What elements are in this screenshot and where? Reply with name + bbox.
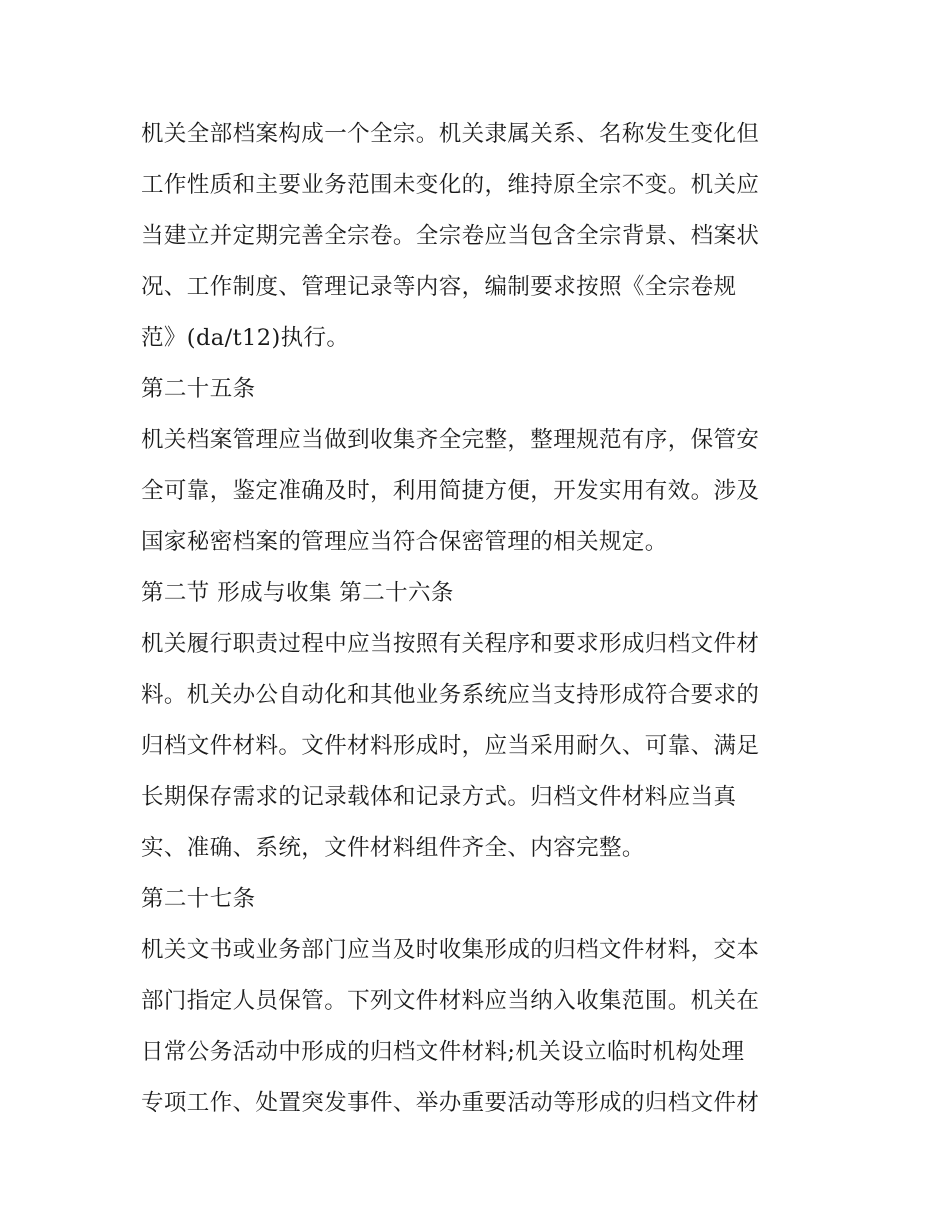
article-heading: 第二十七条 <box>141 886 256 912</box>
text-line: 机关全部档案构成一个全宗。机关隶属关系、名称发生变化但 <box>141 121 760 147</box>
text-line: 工作性质和主要业务范围未变化的，维持原全宗不变。机关应 <box>141 172 760 198</box>
text-line: 机关文书或业务部门应当及时收集形成的归档文件材料，交本 <box>141 937 760 963</box>
text-line: 机关履行职责过程中应当按照有关程序和要求形成归档文件材 <box>141 631 760 657</box>
text-line: 实、准确、系统，文件材料组件齐全、内容完整。 <box>141 835 645 861</box>
section-heading: 第二节 形成与收集 第二十六条 <box>141 580 454 606</box>
text-line: 专项工作、处置突发事件、举办重要活动等形成的归档文件材 <box>141 1090 760 1116</box>
text-line: 归档文件材料。文件材料形成时，应当采用耐久、可靠、满足 <box>141 733 760 759</box>
text-line: 范》(da/t12)执行。 <box>141 325 350 351</box>
text-line: 长期保存需求的记录载体和记录方式。归档文件材料应当真 <box>141 784 737 810</box>
document-body <box>141 109 813 1129</box>
text-line: 料。机关办公自动化和其他业务系统应当支持形成符合要求的 <box>141 682 760 708</box>
article-heading: 第二十五条 <box>141 376 256 402</box>
text-line: 国家秘密档案的管理应当符合保密管理的相关规定。 <box>141 529 668 555</box>
text-line: 况、工作制度、管理记录等内容，编制要求按照《全宗卷规 <box>141 274 737 300</box>
text-line: 部门指定人员保管。下列文件材料应当纳入收集范围。机关在 <box>141 988 760 1014</box>
text-line: 当建立并定期完善全宗卷。全宗卷应当包含全宗背景、档案状 <box>141 223 760 249</box>
text-line: 日常公务活动中形成的归档文件材料;机关设立临时机构处理 <box>141 1039 745 1065</box>
text-line: 全可靠，鉴定准确及时，利用简捷方便，开发实用有效。涉及 <box>141 478 760 504</box>
text-line: 机关档案管理应当做到收集齐全完整，整理规范有序，保管安 <box>141 427 760 453</box>
